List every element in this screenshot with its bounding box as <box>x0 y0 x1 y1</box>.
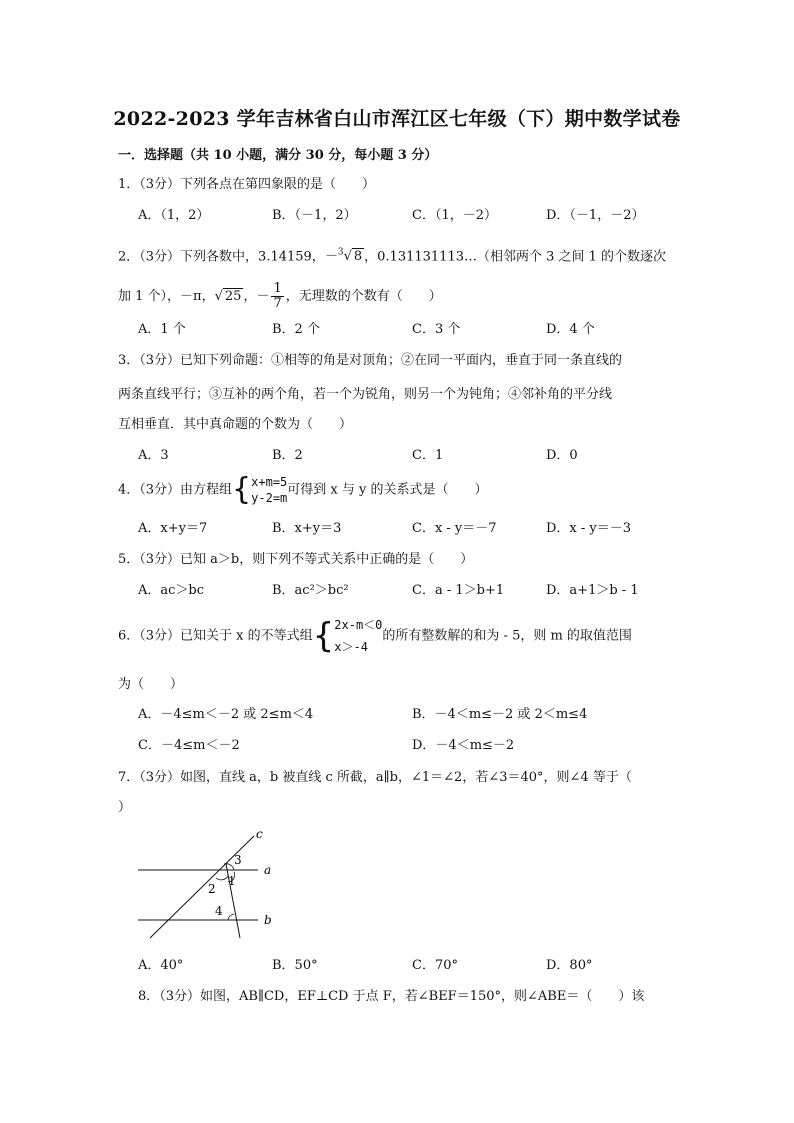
q2-option-b: B．2 个 <box>272 322 320 337</box>
q4-brace: { <box>232 472 252 507</box>
section-heading: 一．选择题（共 10 小题，满分 30 分，每小题 3 分） <box>118 148 438 163</box>
q1-option-d: D．（－1，－2） <box>546 208 645 223</box>
q6-inequality-system: 2x-m＜0 x＞-4 <box>334 618 383 654</box>
question-2-line-2: 加 1 个），－π，√ 25 ，－ $\frac{1}{7}$ ，无理数的个数有（ ） <box>118 281 442 311</box>
q2-line2-part2: ，无理数的个数有（ ） <box>285 289 442 304</box>
q6-option-a: A．－4≤m＜－2 或 2≤m＜4 <box>138 707 314 722</box>
q5-option-d: D．a+1＞b - 1 <box>546 583 639 598</box>
q7-option-b: B．50° <box>272 958 318 973</box>
q6-stem-part1: 6．（3分）已知关于 x 的不等式组 <box>118 628 313 644</box>
question-7-line-2: ） <box>118 800 132 815</box>
q1-option-c: C．（1，－2） <box>412 208 497 223</box>
question-8-line-1: 8．（3分）如图，AB∥CD，EF⊥CD 于点 F，若∠BEF＝150°，则∠ABE＝（ ）该 <box>138 989 645 1004</box>
q2-stem-part1: 2．（3分）下列各数中，3.14159， <box>118 249 325 265</box>
q1-option-b: B．（－1，2） <box>272 208 357 223</box>
q5-option-a: A．ac＞bc <box>138 583 205 598</box>
q4-option-d: D．x - y＝－3 <box>546 521 632 536</box>
q2-option-a: A．1 个 <box>138 322 186 337</box>
question-3-line-1: 3．（3分）已知下列命题：①相等的角是对顶角；②在同一平面内，垂直于同一条直线的 <box>118 353 623 368</box>
q1-option-a: A．（1，2） <box>138 208 210 223</box>
question-4-stem <box>118 474 487 506</box>
q6-option-c: C．－4≤m＜－2 <box>138 738 240 753</box>
question-2-line-1 <box>118 244 666 266</box>
q7-option-c: C．70° <box>412 958 458 973</box>
q3-option-d: D．0 <box>546 448 578 463</box>
q2-square-root: √ 25 <box>214 289 242 304</box>
q2-option-c: C．3 个 <box>412 322 461 337</box>
q3-option-c: C．1 <box>412 448 444 463</box>
label-angle-4: 4 <box>215 904 223 918</box>
q4-equation-system: x+m=5 y-2=m <box>251 475 288 505</box>
q4-option-c: C．x - y＝－7 <box>412 521 497 536</box>
q6-option-b: B．－4＜m≤－2 或 2＜m≤4 <box>412 707 588 722</box>
parallel-lines-figure <box>130 826 290 942</box>
label-c: c <box>256 827 263 841</box>
label-angle-3: 3 <box>234 853 242 867</box>
q3-option-b: B．2 <box>272 448 303 463</box>
question-1-stem: 1．（3分）下列各点在第四象限的是（ ） <box>118 177 376 192</box>
question-3-line-2: 两条直线平行；③互补的两个角，若一个为锐角，则另一个为钝角；④邻补角的平分线 <box>118 387 613 402</box>
q2-fraction: $\frac{1}{7}$ <box>273 281 282 311</box>
q4-stem-part1: 4．（3分）由方程组 <box>118 482 233 498</box>
q5-option-b: B．ac²＞bc² <box>272 583 349 598</box>
q2-line2-part1: 加 1 个），－π， <box>118 289 215 304</box>
q2-option-d: D．4 个 <box>546 322 595 337</box>
page-title: 2022-2023 学年吉林省白山市浑江区七年级（下）期中数学试卷 <box>113 108 681 130</box>
angle-4-arc <box>228 914 234 920</box>
q7-option-a: A．40° <box>138 958 184 973</box>
question-3-line-3: 互相垂直．其中真命题的个数为（ ） <box>118 417 353 432</box>
question-5-stem: 5．（3分）已知 a＞b，则下列不等式关系中正确的是（ ） <box>118 552 474 567</box>
angle-2-arc <box>216 876 228 880</box>
label-a: a <box>264 863 272 877</box>
q4-option-b: B．x+y＝3 <box>272 521 342 536</box>
q7-option-d: D．80° <box>546 958 593 973</box>
q6-brace: { <box>312 616 335 656</box>
question-6-stem <box>118 614 632 658</box>
label-angle-2: 2 <box>208 882 216 896</box>
q2-cube-root: －$^3$√ 8 <box>324 248 363 265</box>
label-b: b <box>264 913 272 927</box>
line-c <box>150 836 254 938</box>
label-angle-1: 1 <box>228 874 236 888</box>
q4-option-a: A．x+y＝7 <box>138 521 208 536</box>
q4-stem-part2: 可得到 x 与 y 的关系式是（ ） <box>287 482 488 498</box>
q2-stem-part2: ，0.131131113…（相邻两个 3 之间 1 的个数逐次 <box>364 249 667 265</box>
question-7-line-1: 7．（3分）如图，直线 a，b 被直线 c 所截，a∥b，∠1＝∠2，若∠3＝40°，则∠4 等于（ <box>118 770 632 785</box>
q5-option-c: C．a - 1＞b+1 <box>412 583 505 598</box>
q6-option-d: D．－4＜m≤－2 <box>412 738 515 753</box>
q6-stem-part2: 的所有整数解的和为 - 5，则 m 的取值范围 <box>382 628 632 644</box>
q3-option-a: A．3 <box>138 448 169 463</box>
question-6-line-2: 为（ ） <box>118 677 184 692</box>
